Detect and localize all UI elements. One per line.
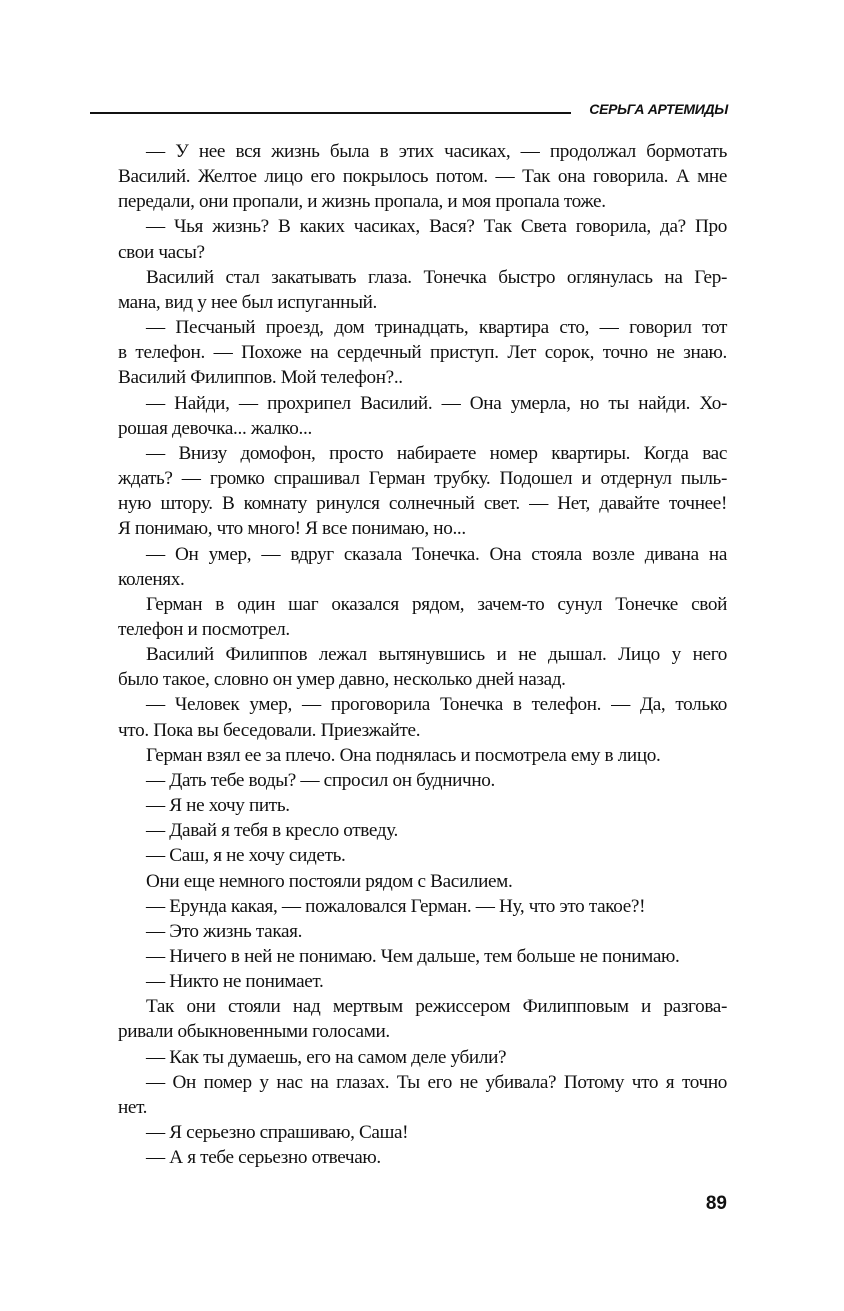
text-line: ривали обыкновенными голосами.	[118, 1021, 390, 1043]
paragraph	[118, 315, 727, 390]
text-line: телефон и посмотрел.	[118, 618, 290, 640]
text-line: — Внизу домофон, просто набираете номер квартиры. Когда вас	[146, 442, 727, 464]
text-line: — Дать тебе воды? — спросил он буднично.	[146, 769, 495, 791]
paragraph	[118, 391, 727, 441]
paragraph	[118, 818, 727, 843]
paragraph	[118, 919, 727, 944]
text-line: — Как ты думаешь, его на самом деле убили?	[146, 1046, 507, 1068]
paragraph	[118, 592, 727, 642]
text-line: — Человек умер, — проговорила Тонечка в телефон. — Да, только	[146, 694, 727, 716]
text-line: — Песчаный проезд, дом тринадцать, квартира сто, — говорил тот	[146, 317, 727, 339]
text-line: ждать? — громко спрашивал Герман трубку. Подошел и отдернул пыль-	[118, 468, 727, 490]
text-line: — Никто не понимает.	[146, 971, 324, 993]
text-line: передали, они пропали, и жизнь пропала, и моя пропала тоже.	[118, 191, 606, 213]
text-line: Василий Филиппов. Мой телефон?..	[118, 367, 403, 389]
paragraph	[118, 139, 727, 214]
text-line: ную штору. В комнату ринулся солнечный свет. — Нет, давайте точнее!	[118, 493, 727, 515]
paragraph	[118, 743, 727, 768]
text-line: — Чья жизнь? В каких часиках, Вася? Так Света говорила, да? Про	[146, 216, 727, 238]
body-text	[118, 139, 727, 1170]
paragraph	[118, 441, 727, 542]
text-line: — Ерунда какая, — пожаловался Герман. — Ну, что это такое?!	[146, 895, 646, 917]
text-line: Василий. Желтое лицо его покрылось потом. — Так она говорила. А мне	[118, 166, 727, 188]
text-line: Они еще немного постояли рядом с Василием.	[146, 870, 513, 892]
text-line: рошая девочка... жалко...	[118, 417, 312, 439]
text-line: — Ничего в ней не понимаю. Чем дальше, тем больше не понимаю.	[146, 946, 680, 967]
paragraph	[118, 768, 727, 793]
paragraph	[118, 642, 727, 692]
paragraph	[118, 1045, 727, 1070]
text-line: — Он помер у нас на глазах. Ты его не убивала? Потому что я точно	[146, 1071, 727, 1093]
paragraph	[118, 969, 727, 994]
text-line: Я понимаю, что много! Я все понимаю, но...	[118, 518, 466, 540]
text-line: Василий стал закатывать глаза. Тонечка быстро оглянулась на Гер-	[146, 266, 727, 288]
text-line: в телефон. — Похоже на сердечный приступ. Лет сорок, точно не знаю.	[118, 342, 727, 364]
text-line: — Саш, я не хочу сидеть.	[146, 845, 346, 867]
paragraph	[118, 1145, 727, 1170]
paragraph	[118, 1120, 727, 1145]
text-line: было такое, словно он умер давно, несколько дней назад.	[118, 669, 566, 691]
paragraph	[118, 944, 727, 969]
paragraph	[118, 994, 727, 1044]
running-title: СЕРЬГА АРТЕМИДЫ	[589, 101, 728, 117]
text-line: — Давай я тебя в кресло отведу.	[146, 820, 398, 842]
paragraph	[118, 869, 727, 894]
paragraph	[118, 692, 727, 742]
text-line: Так они стояли над мертвым режиссером Филипповым и разгова-	[146, 996, 727, 1018]
text-line: — Я серьезно спрашиваю, Саша!	[146, 1122, 409, 1144]
text-line: нет.	[118, 1096, 148, 1118]
text-line: — Я не хочу пить.	[146, 795, 290, 817]
text-line: свои часы?	[118, 241, 205, 263]
paragraph	[118, 894, 727, 919]
text-line: мана, вид у нее был испуганный.	[118, 291, 377, 313]
text-line: — У нее вся жизнь была в этих часиках, — продолжал бормотать	[146, 141, 727, 162]
header-rule	[90, 112, 571, 114]
paragraph	[118, 1070, 727, 1120]
paragraph	[118, 843, 727, 868]
paragraph	[118, 793, 727, 818]
text-line: Герман в один шаг оказался рядом, зачем-то сунул Тонечке свой	[146, 593, 727, 615]
text-line: Герман взял ее за плечо. Она поднялась и посмотрела ему в лицо.	[146, 744, 661, 766]
paragraph	[118, 265, 727, 315]
paragraph	[118, 542, 727, 592]
text-line: — Это жизнь такая.	[146, 920, 303, 942]
text-line: Василий Филиппов лежал вытянувшись и не дышал. Лицо у него	[146, 644, 727, 666]
page-number: 89	[705, 1193, 727, 1214]
text-line: что. Пока вы беседовали. Приезжайте.	[118, 719, 421, 741]
text-line: — Найди, — прохрипел Василий. — Она умерла, но ты найди. Хо-	[146, 392, 727, 414]
text-line: коленях.	[118, 568, 185, 590]
text-line: — А я тебе серьезно отвечаю.	[146, 1147, 381, 1169]
text-line: — Он умер, — вдруг сказала Тонечка. Она стояла возле дивана на	[146, 543, 727, 565]
paragraph	[118, 214, 727, 264]
